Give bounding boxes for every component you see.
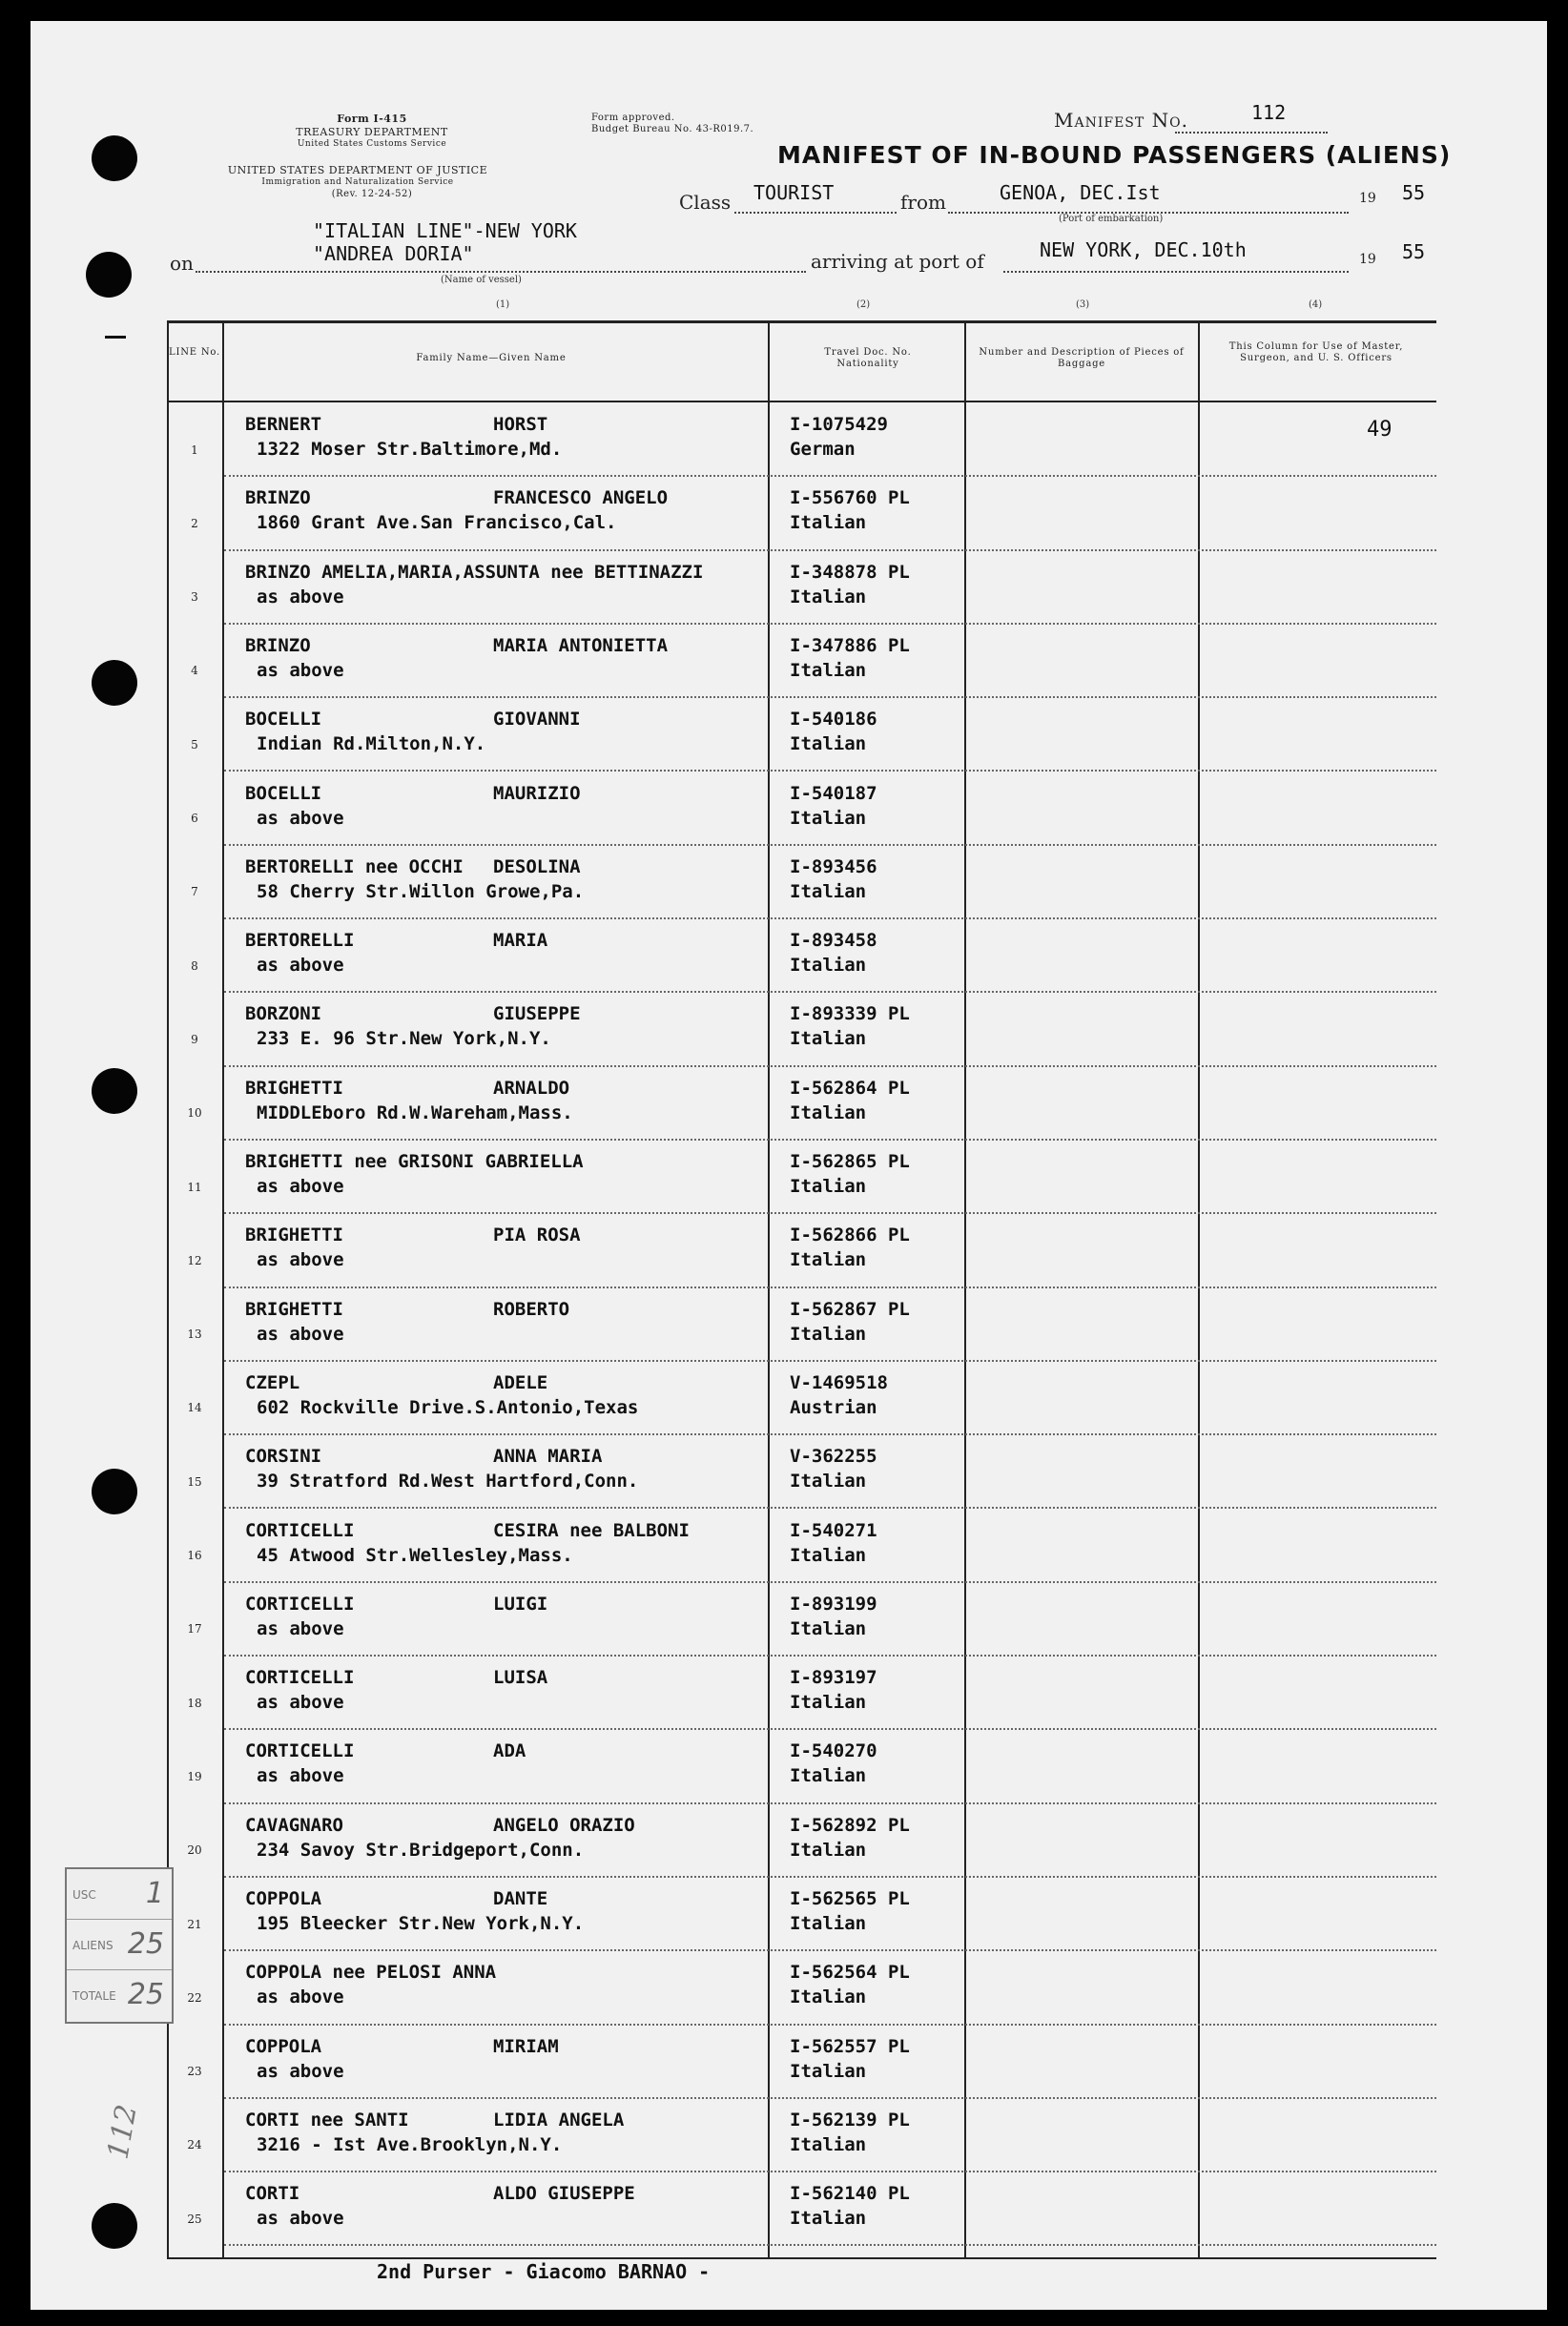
total-value: 25 [127, 1978, 164, 2011]
table-row [167, 624, 1436, 697]
family-name: BERTORELLI [245, 930, 355, 952]
address: as above [257, 1617, 344, 1639]
address: as above [257, 955, 344, 977]
travel-doc-no: I-562866 PL [790, 1225, 910, 1246]
col-header-officers: This Column for Use of Master, Surgeon, and U. S. Officers [1228, 341, 1404, 363]
usc-box [67, 1869, 172, 1920]
given-name: PIA ROSA [493, 1225, 581, 1246]
address: as above [257, 1765, 344, 1787]
travel-doc-no: I-562565 PL [790, 1888, 910, 1909]
table-row [167, 1213, 1436, 1287]
family-name: BRIGHETTI nee GRISONI GABRIELLA [245, 1151, 584, 1172]
nationality: Italian [790, 2133, 867, 2155]
treasury-dept: TREASURY DEPARTMENT [296, 126, 448, 138]
given-name: LUIGI [493, 1593, 548, 1615]
address: MIDDLEboro Rd.W.Wareham,Mass. [257, 1101, 573, 1123]
travel-doc-no: I-893199 [790, 1593, 877, 1615]
line-number: 19 [187, 1769, 202, 1783]
line-number: 6 [191, 812, 198, 825]
line-number: 13 [187, 1328, 202, 1342]
table-row [167, 1434, 1436, 1508]
line-number: 1 [191, 443, 198, 457]
line-number: 3 [191, 590, 198, 605]
table-row [167, 402, 1436, 476]
col-header-baggage: Number and Description of Pieces of Baggage [979, 347, 1185, 369]
year-prefix-1: 19 [1359, 191, 1376, 206]
aliens-value: 25 [127, 1927, 164, 1961]
travel-doc-no: I-1075429 [790, 414, 888, 435]
nationality: Italian [790, 955, 867, 977]
customs-service: United States Customs Service [297, 139, 447, 149]
officer-mark: 49 [1367, 418, 1393, 442]
travel-doc-no: I-562139 PL [790, 2109, 910, 2130]
family-name: CORSINI [245, 1446, 322, 1468]
table-top-border [167, 320, 1436, 323]
line-number: 20 [187, 1843, 202, 1858]
given-name: DANTE [493, 1888, 548, 1909]
travel-doc-no: I-540270 [790, 1740, 877, 1762]
given-name: ROBERTO [493, 1298, 570, 1320]
table-row [167, 1509, 1436, 1582]
col-header-family: Family Name—Given Name [416, 353, 567, 363]
family-name: BRIGHETTI [245, 1298, 343, 1320]
address: 45 Atwood Str.Wellesley,Mass. [257, 1544, 573, 1566]
col-header-travel: Travel Doc. No. Nationality [824, 347, 912, 369]
class-line [734, 212, 897, 214]
travel-doc-no: V-1469518 [790, 1371, 888, 1393]
address: as above [257, 1249, 344, 1271]
family-name: BERNERT [245, 414, 322, 435]
nationality: Italian [790, 1617, 867, 1639]
travel-doc-no: I-348878 PL [790, 561, 910, 583]
family-name: COPPOLA [245, 2035, 322, 2057]
family-name: CORTICELLI [245, 1593, 355, 1615]
line-number: 2 [191, 516, 198, 530]
table-row [167, 697, 1436, 771]
address: 233 E. 96 Str.New York,N.Y. [257, 1028, 551, 1050]
family-name: CAVAGNARO [245, 1814, 343, 1836]
manifest-no-value: 112 [1251, 101, 1287, 124]
travel-doc-no: I-562892 PL [790, 1814, 910, 1836]
punch-hole [86, 252, 132, 298]
travel-doc-no: I-540271 [790, 1519, 877, 1541]
line-number: 10 [187, 1106, 202, 1121]
line-number: 7 [191, 885, 198, 899]
family-name: BRINZO [245, 634, 311, 656]
class-value: TOURIST [753, 181, 835, 204]
table-row [167, 550, 1436, 624]
travel-doc-no: I-893458 [790, 930, 877, 952]
table-row [167, 1287, 1436, 1361]
table-row [167, 992, 1436, 1065]
nationality: Italian [790, 1913, 867, 1934]
table-row [167, 845, 1436, 918]
line-number: 17 [187, 1622, 202, 1636]
address: 1322 Moser Str.Baltimore,Md. [257, 439, 563, 460]
line-number: 15 [187, 1474, 202, 1489]
year-1: 55 [1402, 181, 1426, 204]
family-name: BORZONI [245, 1003, 322, 1025]
punch-hole [92, 660, 137, 706]
justice-dept: UNITED STATES DEPARTMENT OF JUSTICE [227, 164, 488, 176]
given-name: ADELE [493, 1371, 548, 1393]
line-number: 4 [191, 664, 198, 678]
table-row [167, 1066, 1436, 1140]
given-name: ALDO GIUSEPPE [493, 2183, 635, 2205]
arriving-line [1003, 271, 1349, 273]
nationality: Italian [790, 1471, 867, 1492]
family-name: BRINZO [245, 487, 311, 509]
nationality: Italian [790, 1765, 867, 1787]
margin-note: 112 [101, 2102, 144, 2162]
page-title: MANIFEST OF IN-BOUND PASSENGERS (ALIENS) [777, 141, 1452, 169]
col-num-1: (1) [496, 299, 510, 310]
totals-stamp [65, 1867, 174, 2024]
nationality: Italian [790, 2060, 867, 2082]
address: as above [257, 659, 344, 681]
address: 195 Bleecker Str.New York,N.Y. [257, 1913, 585, 1934]
usc-label: USC [72, 1888, 96, 1902]
address: as above [257, 807, 344, 829]
year-prefix-2: 19 [1359, 252, 1376, 267]
ins-service: Immigration and Naturalization Service [261, 177, 454, 187]
address: as above [257, 586, 344, 607]
given-name: CESIRA nee BALBONI [493, 1519, 690, 1541]
port-embark-note: (Port of embarkation) [1059, 214, 1164, 224]
vessel-line-1: "ITALIAN LINE"-NEW YORK [313, 219, 577, 242]
punch-hole [92, 2203, 137, 2249]
table-row [167, 1361, 1436, 1434]
col-num-3: (3) [1076, 299, 1090, 310]
usc-value: 1 [145, 1877, 164, 1910]
address: 602 Rockville Drive.S.Antonio,Texas [257, 1396, 639, 1418]
travel-doc-no: I-562557 PL [790, 2035, 910, 2057]
budget-bureau: Budget Bureau No. 43-R019.7. [591, 124, 754, 134]
travel-doc-no: I-562864 PL [790, 1077, 910, 1099]
family-name: BOCELLI [245, 709, 322, 731]
nationality: Italian [790, 586, 867, 607]
given-name: ARNALDO [493, 1077, 570, 1099]
travel-doc-no: V-362255 [790, 1446, 877, 1468]
nationality: Italian [790, 880, 867, 902]
table-row [167, 1656, 1436, 1729]
from-value: GENOA, DEC.Ist [1000, 181, 1161, 204]
purser-signature-line: 2nd Purser - Giacomo BARNAO - [377, 2260, 711, 2283]
nationality: Italian [790, 1839, 867, 1861]
nationality: Italian [790, 807, 867, 829]
table-row [167, 918, 1436, 992]
address: Indian Rd.Milton,N.Y. [257, 733, 486, 755]
travel-doc-no: I-893197 [790, 1667, 877, 1689]
travel-doc-no: I-540187 [790, 782, 877, 804]
line-number: 11 [187, 1180, 202, 1194]
arriving-label: arriving at port of [811, 250, 984, 273]
arriving-value: NEW YORK, DEC.10th [1040, 238, 1247, 261]
family-name: BRIGHETTI [245, 1077, 343, 1099]
travel-doc-no: I-556760 PL [790, 487, 910, 509]
address: 39 Stratford Rd.West Hartford,Conn. [257, 1471, 639, 1492]
table-row [167, 2098, 1436, 2172]
travel-doc-no: I-562867 PL [790, 1298, 910, 1320]
vessel-line [196, 271, 806, 273]
col-header-line-no: LINE No. [169, 347, 220, 358]
travel-doc-no: I-893339 PL [790, 1003, 910, 1025]
family-name: CORTI nee SANTI [245, 2109, 409, 2130]
travel-doc-no: I-540186 [790, 709, 877, 731]
aliens-box [67, 1920, 172, 1970]
nationality: Italian [790, 1101, 867, 1123]
nationality: Italian [790, 1323, 867, 1345]
table-row [167, 1950, 1436, 2024]
table-row [167, 2172, 1436, 2245]
address: as above [257, 1176, 344, 1197]
line-number: 24 [187, 2138, 202, 2152]
address: as above [257, 2060, 344, 2082]
nationality: Austrian [790, 1396, 877, 1418]
table-row [167, 772, 1436, 845]
on-label: on [170, 252, 194, 275]
margin-tick [105, 336, 126, 339]
given-name: FRANCESCO ANGELO [493, 487, 669, 509]
nationality: Italian [790, 2208, 867, 2230]
vessel-line-2: "ANDREA DORIA" [313, 242, 474, 265]
given-name: DESOLINA [493, 855, 581, 877]
from-label: from [900, 191, 946, 214]
year-2: 55 [1402, 240, 1426, 263]
family-name: CORTICELLI [245, 1667, 355, 1689]
given-name: MARIA [493, 930, 548, 952]
given-name: MIRIAM [493, 2035, 559, 2057]
class-label: Class [679, 191, 732, 214]
address: 58 Cherry Str.Willon Growe,Pa. [257, 880, 585, 902]
given-name: LUISA [493, 1667, 548, 1689]
address: 3216 - Ist Ave.Brooklyn,N.Y. [257, 2133, 563, 2155]
nationality: Italian [790, 1986, 867, 2008]
nationality: Italian [790, 1249, 867, 1271]
line-number: 22 [187, 1990, 202, 2005]
line-number: 8 [191, 958, 198, 973]
nationality: Italian [790, 1176, 867, 1197]
line-number: 18 [187, 1696, 202, 1710]
family-name: CORTI [245, 2183, 300, 2205]
given-name: GIUSEPPE [493, 1003, 581, 1025]
row-divider [224, 2244, 1436, 2246]
table-row [167, 1729, 1436, 1802]
address: as above [257, 1986, 344, 2008]
line-number: 25 [187, 2212, 202, 2226]
punch-hole [92, 1469, 137, 1514]
table-row [167, 1140, 1436, 1213]
nationality: Italian [790, 1028, 867, 1050]
col-num-2: (2) [856, 299, 871, 310]
travel-doc-no: I-562865 PL [790, 1151, 910, 1172]
family-name: BRINZO AMELIA,MARIA,ASSUNTA nee BETTINAZZI [245, 561, 704, 583]
line-number: 9 [191, 1032, 198, 1046]
given-name: ADA [493, 1740, 526, 1762]
vessel-note: (Name of vessel) [441, 275, 522, 285]
form-approved: Form approved. [591, 113, 675, 123]
family-name: CORTICELLI [245, 1519, 355, 1541]
family-name: COPPOLA [245, 1888, 322, 1909]
nationality: Italian [790, 659, 867, 681]
given-name: ANGELO ORAZIO [493, 1814, 635, 1836]
table-row [167, 2025, 1436, 2098]
nationality: Italian [790, 1544, 867, 1566]
nationality: German [790, 439, 856, 460]
table-row [167, 1582, 1436, 1656]
address: 1860 Grant Ave.San Francisco,Cal. [257, 512, 617, 534]
manifest-no-line [1175, 132, 1328, 134]
given-name: GIOVANNI [493, 709, 581, 731]
rev-date: (Rev. 12-24-52) [331, 189, 413, 199]
given-name: LIDIA ANGELA [493, 2109, 625, 2130]
given-name: MARIA ANTONIETTA [493, 634, 669, 656]
table-row [167, 1877, 1436, 1950]
table-row [167, 476, 1436, 549]
travel-doc-no: I-893456 [790, 855, 877, 877]
travel-doc-no: I-562564 PL [790, 1962, 910, 1984]
total-label: TOTALE [72, 1989, 116, 2003]
col-num-4: (4) [1309, 299, 1323, 310]
table-bottom-border [167, 2257, 1436, 2259]
given-name: HORST [493, 414, 548, 435]
line-number: 12 [187, 1253, 202, 1267]
passenger-table [167, 320, 1436, 2259]
nationality: Italian [790, 512, 867, 534]
total-box [67, 1970, 172, 2020]
line-number: 14 [187, 1401, 202, 1415]
line-number: 23 [187, 2065, 202, 2079]
given-name: ANNA MARIA [493, 1446, 603, 1468]
punch-hole [92, 135, 137, 181]
punch-hole [92, 1068, 137, 1114]
family-name: COPPOLA nee PELOSI ANNA [245, 1962, 497, 1984]
line-number: 5 [191, 737, 198, 751]
nationality: Italian [790, 733, 867, 755]
aliens-label: ALIENS [72, 1939, 113, 1952]
travel-doc-no: I-562140 PL [790, 2183, 910, 2205]
address: as above [257, 2208, 344, 2230]
line-number: 21 [187, 1917, 202, 1931]
line-number: 16 [187, 1549, 202, 1562]
family-name: BERTORELLI nee OCCHI [245, 855, 464, 877]
family-name: BOCELLI [245, 782, 322, 804]
given-name: MAURIZIO [493, 782, 581, 804]
travel-doc-no: I-347886 PL [790, 634, 910, 656]
family-name: BRIGHETTI [245, 1225, 343, 1246]
address: as above [257, 1323, 344, 1345]
form-number: Form I-415 [337, 113, 407, 125]
address: as above [257, 1692, 344, 1714]
manifest-no-label: Manifest No. [1054, 109, 1188, 132]
address: 234 Savoy Str.Bridgeport,Conn. [257, 1839, 585, 1861]
table-row [167, 1803, 1436, 1877]
family-name: CORTICELLI [245, 1740, 355, 1762]
nationality: Italian [790, 1692, 867, 1714]
family-name: CZEPL [245, 1371, 300, 1393]
